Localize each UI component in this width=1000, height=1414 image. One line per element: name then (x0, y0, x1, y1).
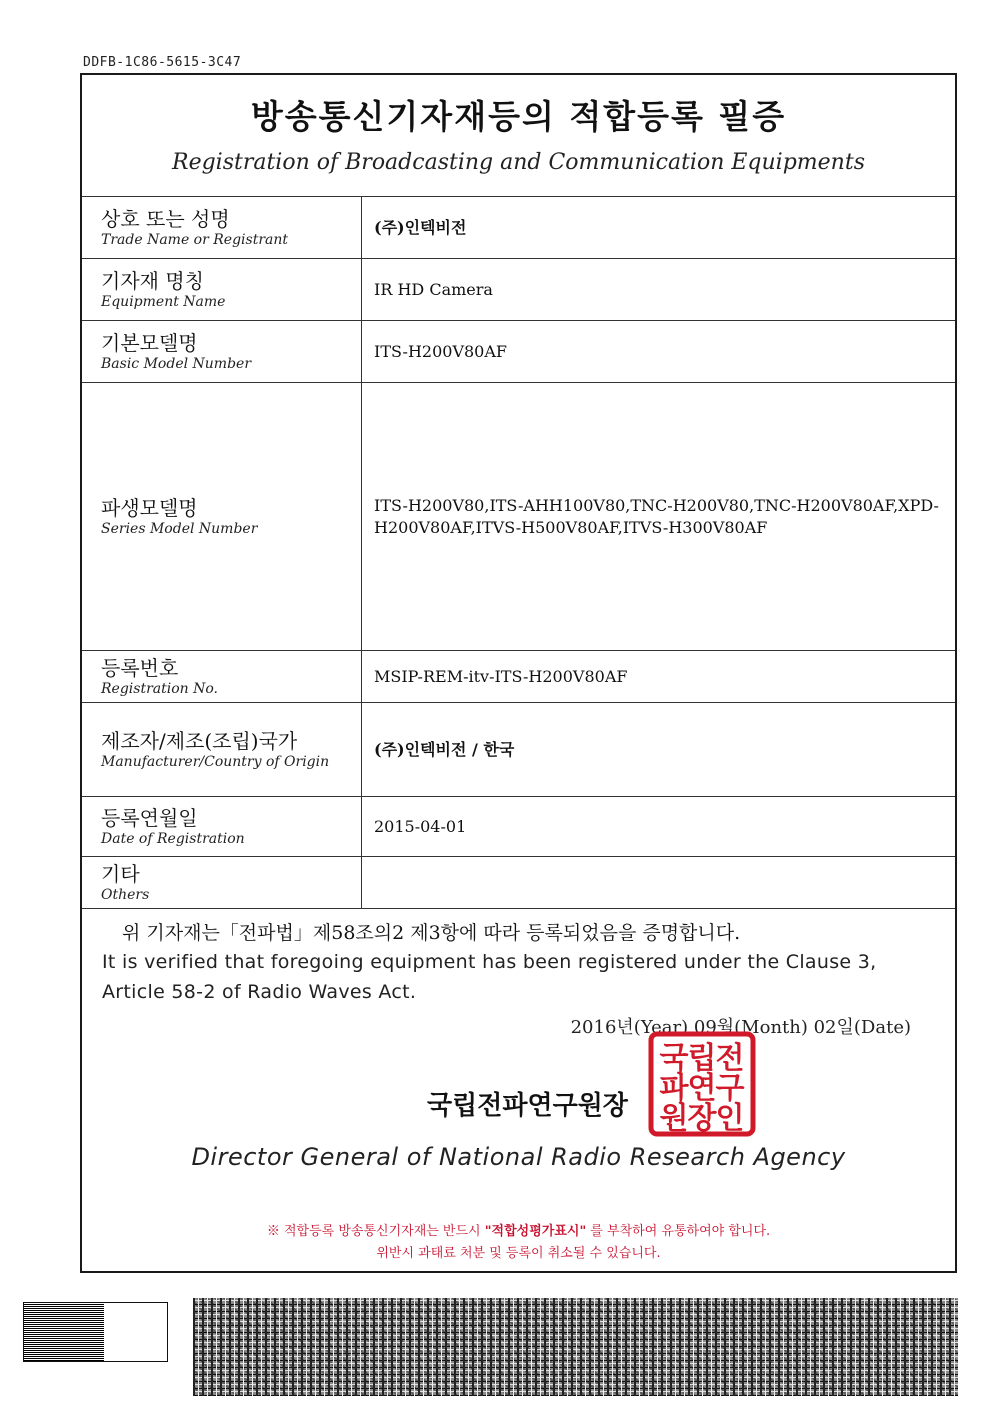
label-korean: 등록연월일 (101, 805, 198, 830)
registration-info-table (82, 196, 955, 909)
value-cell (362, 383, 956, 651)
svg-text:전: 전 (715, 1041, 745, 1076)
barcode-large-icon (193, 1298, 958, 1396)
row-equipment-name (82, 259, 955, 321)
label-korean: 상호 또는 성명 (101, 206, 230, 231)
label-english: Date of Registration (101, 830, 245, 847)
notice-emphasis: "적합성평가표시" (484, 1224, 587, 1239)
row-registration-date (82, 797, 955, 857)
row-basic-model (82, 321, 955, 383)
label-english: Trade Name or Registrant (101, 231, 289, 248)
title-english: Registration of Broadcasting and Communication Equipments (172, 150, 865, 175)
row-registration-no (82, 651, 955, 703)
label-cell (82, 857, 362, 909)
notice-suffix: 를 부착하여 유통하여야 합니다. (590, 1224, 771, 1239)
row-series-model (82, 383, 955, 651)
title-korean: 방송통신기자재등의 적합등록 필증 (250, 97, 787, 136)
label-cell (82, 197, 362, 259)
label-korean: 기자재 명칭 (101, 268, 204, 293)
basic-model-value: ITS-H200V80AF (374, 341, 508, 361)
label-korean: 등록번호 (101, 655, 179, 680)
value-cell (362, 857, 956, 909)
barcode-small-icon (23, 1302, 168, 1362)
value-cell (362, 703, 956, 797)
label-cell (82, 703, 362, 797)
notice-line-1 (82, 1220, 955, 1239)
notice-prefix: ※ 적합등록 방송통신기자재는 반드시 (266, 1224, 481, 1239)
value-cell (362, 321, 956, 383)
label-korean: 기타 (101, 861, 140, 886)
series-model-value: ITS-H200V80,ITS-AHH100V80,TNC-H200V80,TNC-H200V80AF,XPD-H200V80AF,ITVS-H500V80AF,ITVS-H300V80AF (374, 495, 939, 537)
row-others (82, 857, 955, 909)
svg-text:인: 인 (715, 1101, 745, 1136)
row-trade-name (82, 197, 955, 259)
statement-korean: 위 기자재는「전파법」제58조의2 제3항에 따라 등록되었음을 증명합니다. (122, 922, 741, 944)
label-korean: 기본모델명 (101, 330, 198, 355)
official-seal-icon (647, 1030, 757, 1138)
label-english: Series Model Number (101, 520, 258, 537)
notice-line-2: 위반시 과태료 처분 및 등록이 취소될 수 있습니다. (376, 1246, 661, 1261)
barcode-dot-pattern (24, 1303, 104, 1361)
issue-date: 2016년(Year) 09월(Month) 02일(Date) (570, 1017, 911, 1038)
svg-text:원: 원 (659, 1101, 689, 1136)
label-english: Basic Model Number (101, 355, 252, 372)
registration-no-value: MSIP-REM-itv-ITS-H200V80AF (374, 666, 628, 686)
issuer-english: Director General of National Radio Research Agency (191, 1143, 846, 1171)
label-cell (82, 651, 362, 703)
svg-text:립: 립 (687, 1041, 717, 1076)
label-english: Equipment Name (101, 293, 226, 310)
trade-name-value: (주)인텍비전 (374, 217, 467, 237)
label-english: Manufacturer/Country of Origin (101, 753, 330, 770)
equipment-name-value: IR HD Camera (374, 279, 493, 299)
registration-date-value: 2015-04-01 (374, 816, 467, 836)
label-korean: 제조자/제조(조립)국가 (101, 728, 298, 753)
label-cell (82, 259, 362, 321)
label-english: Others (101, 886, 150, 903)
row-manufacturer (82, 703, 955, 797)
manufacturer-value: (주)인텍비전 / 한국 (374, 739, 515, 759)
value-cell (362, 651, 956, 703)
label-cell (82, 383, 362, 651)
issuer-korean: 국립전파연구원장 (427, 1091, 628, 1121)
statement-english: It is verified that foregoing equipment has been registered under the Clause 3, Article 58-2 of Radio Waves Act. (102, 951, 877, 1003)
svg-text:국: 국 (659, 1041, 689, 1076)
value-cell (362, 797, 956, 857)
label-cell (82, 321, 362, 383)
document-id: DDFB-1C86-5615-3C47 (83, 55, 242, 70)
svg-text:연: 연 (687, 1071, 717, 1106)
certificate-frame (80, 73, 957, 1273)
value-cell (362, 259, 956, 321)
label-english: Registration No. (101, 680, 218, 697)
svg-text:파: 파 (659, 1071, 689, 1106)
value-cell (362, 197, 956, 259)
label-cell (82, 797, 362, 857)
label-korean: 파생모델명 (101, 495, 198, 520)
svg-text:구: 구 (715, 1071, 745, 1106)
svg-text:장: 장 (687, 1101, 717, 1136)
